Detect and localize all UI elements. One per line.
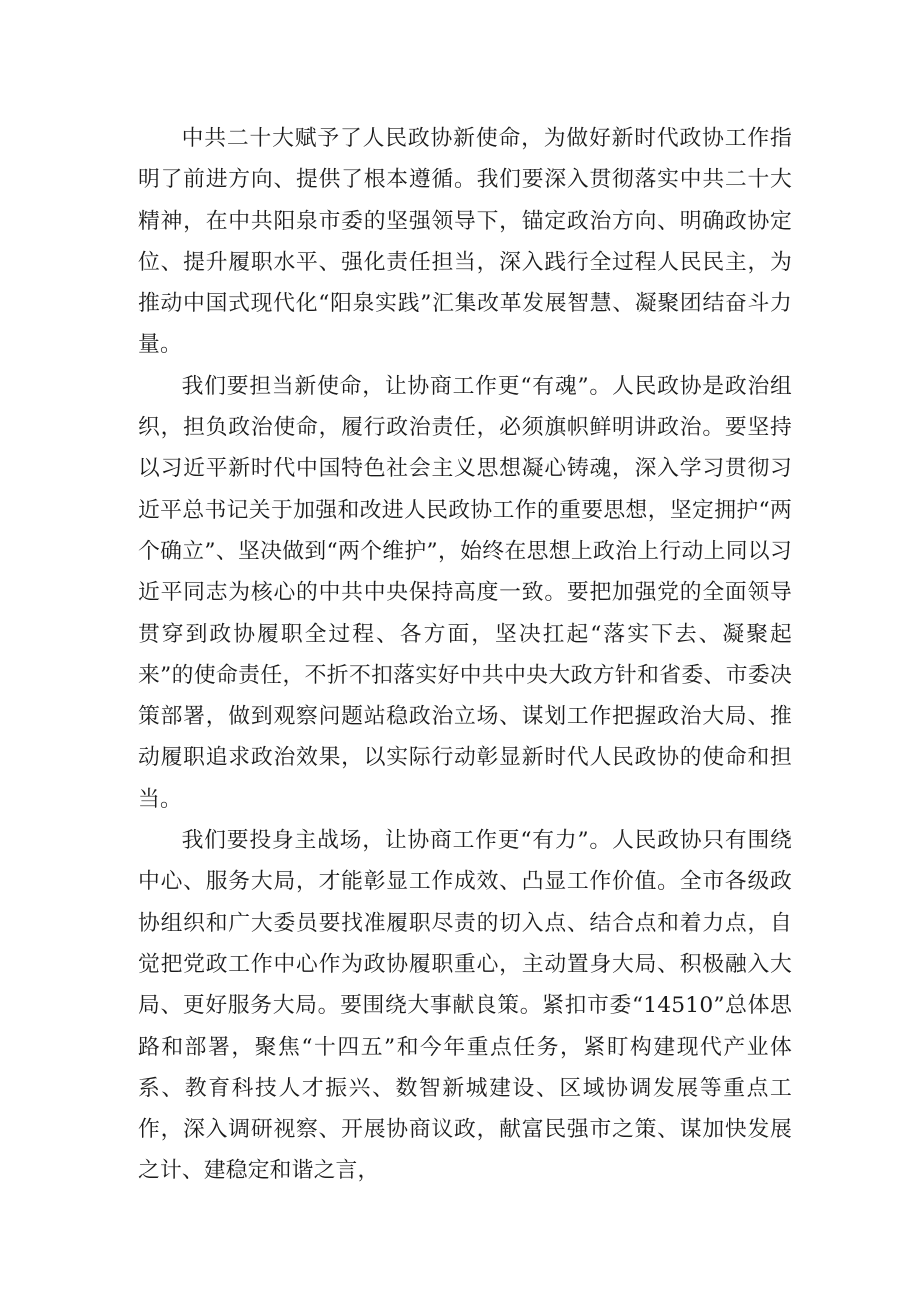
- document-body: [138, 118, 792, 1192]
- paragraph-3: 我们要投身主战场，让协商工作更“有力”。人民政协只有围绕中心、服务大局，才能彰显工作成效、凸显工作价值。全市各级政协组织和广大委员要找准履职尽责的切入点、结合点和着力点，自觉把党政工作中心作为政协履职重心，主动置身大局、积极融入大局、更好服务大局。要围绕大事献良策。紧扣市委“14510”总体思路和部署，聚焦“十四五”和今年重点任务，紧盯构建现代产业体系、教育科技人才振兴、数智新城建设、区域协调发展等重点工作，深入调研视察、开展协商议政，献富民强市之策、谋加快发展之计、建稳定和谐之言，: [138, 828, 792, 1184]
- paragraph-2: 我们要担当新使命，让协商工作更“有魂”。人民政协是政治组织，担负政治使命，履行政治责任，必须旗帜鲜明讲政治。要坚持以习近平新时代中国特色社会主义思想凝心铸魂，深入学习贯彻习近平总书记关于加强和改进人民政协工作的重要思想，坚定拥护“两个确立”、坚决做到“两个维护”，始终在思想上政治上行动上同以习近平同志为核心的中共中央保持高度一致。要把加强党的全面领导贯穿到政协履职全过程、各方面，坚决扛起“落实下去、凝聚起来”的使命责任，不折不扣落实好中共中央大政方针和省委、市委决策部署，做到观察问题站稳政治立场、谋划工作把握政治大局、推动履职追求政治效果，以实际行动彰显新时代人民政协的使命和担当。: [138, 373, 792, 812]
- paragraph-1: 中共二十大赋予了人民政协新使命，为做好新时代政协工作指明了前进方向、提供了根本遵循。我们要深入贯彻落实中共二十大精神，在中共阳泉市委的坚强领导下，锚定政治方向、明确政协定位、提升履职水平、强化责任担当，深入践行全过程人民民主，为推动中国式现代化“阳泉实践”汇集改革发展智慧、凝聚团结奋斗力量。: [138, 126, 792, 358]
